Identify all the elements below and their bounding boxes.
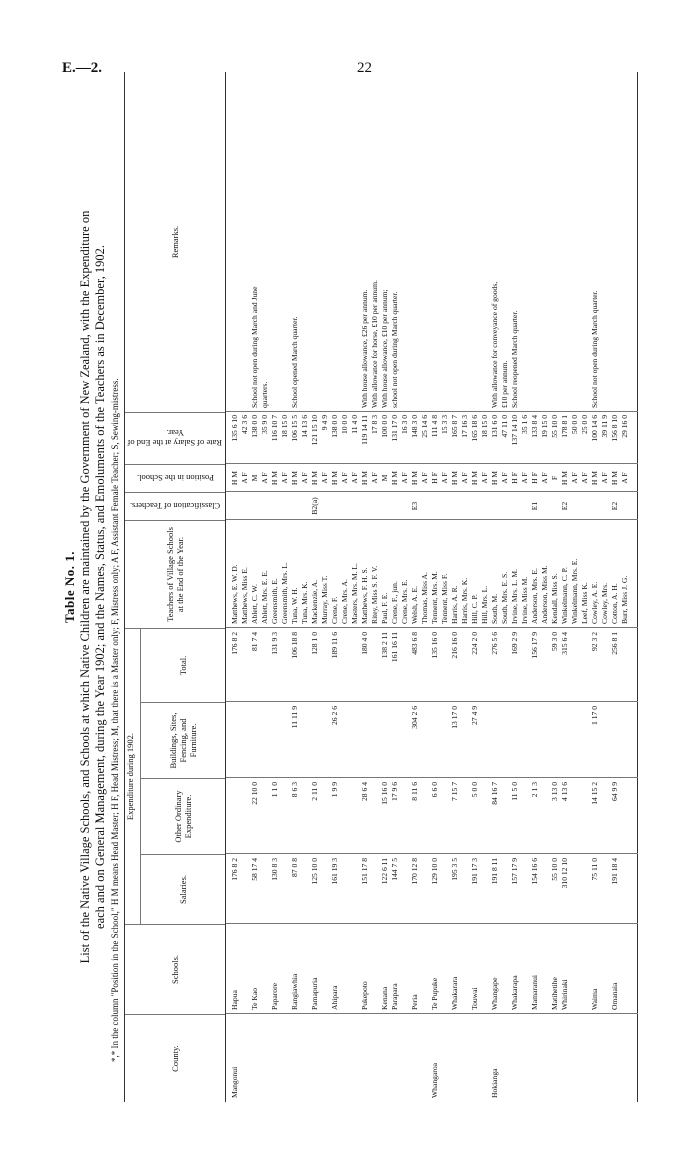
cell-teacher: Winkelmann, C. P.	[560, 567, 569, 624]
table-row	[550, 72, 559, 1102]
cell-pos: H M	[560, 470, 569, 486]
cell-teacher: Anderson, Mrs. E.	[530, 568, 539, 624]
table-row	[310, 72, 319, 1102]
cell-county: Mangonui	[230, 1066, 239, 1098]
cell-other: 17 9 6	[390, 782, 399, 801]
cell-pos: A F	[460, 472, 469, 484]
table-row	[560, 72, 569, 1102]
cell-other: 2 11 0	[310, 782, 319, 801]
cell-other: 22 10 0	[250, 782, 259, 805]
table-row	[320, 72, 329, 1102]
table-caption	[78, 72, 108, 1102]
cell-teacher: Thomas, Miss A.	[420, 572, 429, 624]
cell-teacher: Winkelmann, Mrs. E.	[570, 558, 579, 624]
cell-pos: H M	[330, 470, 339, 486]
cell-school: Te Pupuke	[430, 977, 439, 1010]
header-schools: Schools.	[125, 924, 225, 1014]
cell-rate: 29 16 0	[620, 415, 629, 438]
table-row	[400, 72, 409, 1102]
cell-school: Whakarara	[450, 976, 459, 1010]
cell-salaries: 125 10 0	[310, 858, 319, 885]
table-row	[500, 72, 509, 1102]
cell-teacher: Tuna, W. H.	[290, 587, 299, 624]
cell-teacher: Ablett, C. W.	[250, 584, 259, 624]
cell-rate: 178 8 1	[560, 415, 569, 438]
cell-salaries: 195 3 5	[450, 858, 459, 881]
cell-total: 176 8 2	[230, 632, 239, 655]
cell-rate: 106 15 5	[290, 415, 299, 442]
cell-school: Pukepoto	[360, 981, 369, 1010]
table-title: Table No. 1.	[62, 551, 77, 623]
table-row	[480, 72, 489, 1102]
cell-rate: 16 3 0	[400, 415, 409, 434]
cell-rate: 18 15 0	[280, 415, 289, 438]
cell-teacher: Crene, F., jun.	[390, 581, 399, 624]
table-body	[225, 72, 638, 1102]
table-row	[260, 72, 269, 1102]
cell-county: Whangaroa	[430, 1063, 439, 1098]
cell-total: 256 8 1	[610, 632, 619, 655]
cell-salaries: 154 16 6	[530, 858, 539, 885]
cell-teacher: Cowley, A. E.	[590, 581, 599, 624]
cell-rate: 14 13 6	[300, 415, 309, 438]
cell-pos: H M	[310, 470, 319, 486]
table-row	[240, 72, 249, 1102]
cell-salaries: 122 6 11	[380, 858, 389, 885]
cell-teacher: Burr, Miss J. G.	[620, 575, 629, 624]
cell-class: B2(a)	[310, 497, 319, 515]
cell-teacher: Matthews, E. W. D.	[230, 564, 239, 624]
cell-teacher: Harris, A. R.	[450, 585, 459, 624]
cell-remarks: With house allowance, £10 per annum;	[380, 289, 389, 408]
cell-rate: 116 10 7	[270, 415, 279, 442]
cell-teacher: Crene, Mrs. A.	[340, 579, 349, 624]
cell-total: 135 16 0	[430, 632, 439, 659]
cell-rate: 15 3 3	[440, 415, 449, 434]
cell-rate: 119 14 11	[360, 415, 369, 445]
cell-pos: H F	[530, 472, 539, 484]
cell-school: Whirinaki	[560, 979, 569, 1010]
cell-teacher: Murray, Miss T.	[320, 575, 329, 624]
cell-rate: 10 0 0	[340, 415, 349, 434]
cell-teacher: Hill, C. P.	[470, 594, 479, 624]
cell-salaries: 75 11 0	[590, 858, 599, 881]
cell-other: 3 13 0	[550, 782, 559, 801]
cell-pos: H M	[360, 470, 369, 486]
cell-teacher: Anderson, Miss M.	[540, 565, 549, 624]
cell-pos: A F	[500, 472, 509, 484]
table-row	[580, 72, 589, 1102]
cell-total: 216 16 0	[450, 632, 459, 659]
cell-other: 5 0 0	[470, 782, 479, 798]
cell-rate: 55 10 0	[550, 415, 559, 438]
cell-salaries: 87 0 8	[290, 858, 299, 877]
table-row	[610, 72, 619, 1102]
cell-remarks: With allowance for conveyance of goods,	[490, 281, 499, 408]
cell-teacher: Tuna, Mrs. K.	[300, 581, 309, 624]
cell-class: E1	[530, 501, 539, 511]
header-other-expenditure: Other Ordinary Expenditure.	[141, 778, 225, 854]
cell-teacher: Leef, Miss K.	[580, 582, 589, 624]
cell-teacher: Matthews, F. H. S.	[360, 567, 369, 624]
cell-buildings: 13 17 0	[450, 706, 459, 729]
table-row	[590, 72, 599, 1102]
cell-pos: A F	[440, 472, 449, 484]
cell-total: 276 5 6	[490, 632, 499, 655]
cell-rate: 100 14 6	[590, 415, 599, 442]
cell-school: Mamaranui	[530, 974, 539, 1010]
cell-remarks: £10 per annum.	[500, 360, 509, 408]
cell-school: Matihetihe	[550, 977, 559, 1010]
cell-school: Omanaia	[610, 982, 619, 1010]
table-row	[570, 72, 579, 1102]
cell-buildings: 304 2 6	[410, 706, 419, 729]
table-row	[360, 72, 369, 1102]
cell-rate: 9 4 9	[320, 415, 329, 431]
table-row	[470, 72, 479, 1102]
cell-rate: 25 14 6	[420, 415, 429, 438]
cell-rate: 138 0 0	[330, 415, 339, 438]
cell-pos: M	[250, 474, 259, 482]
header-total: Total.	[141, 628, 225, 702]
cell-rate: 156 8 10	[610, 415, 619, 442]
cell-pos: A F	[280, 472, 289, 484]
cell-remarks: School reopened March quarter.	[510, 310, 519, 408]
cell-pos: A F	[600, 472, 609, 484]
cell-school: Kenana	[380, 986, 389, 1010]
header-position: Position in the School.	[125, 464, 225, 492]
cell-rate: 17 16 3	[460, 415, 469, 438]
cell-school: Whangape	[490, 977, 499, 1010]
data-table	[124, 72, 638, 1102]
cell-remarks: With allowance for horse, £10 per annum.	[370, 280, 379, 408]
cell-rate: 121 15 10	[310, 415, 319, 446]
table-row	[490, 72, 499, 1102]
cell-other: 2 1 3	[530, 782, 539, 798]
cell-teacher: Greensmith, E.	[270, 578, 279, 624]
cell-rate: 25 0 0	[580, 415, 589, 434]
cell-rate: 47 11 0	[500, 415, 509, 438]
cell-other: 1 9 9	[330, 782, 339, 798]
cell-school: Rangiawhia	[290, 973, 299, 1010]
cell-teacher: Crene, Mrs. E.	[400, 579, 409, 624]
cell-teacher: Welsh, A. E.	[410, 586, 419, 624]
cell-pos: H F	[510, 472, 519, 484]
cell-teacher: Cotton, A. H.	[610, 583, 619, 624]
page-code: E.—2.	[62, 60, 103, 76]
table-row	[280, 72, 289, 1102]
cell-salaries: 191 17 3	[470, 858, 479, 885]
cell-pos: A F	[260, 472, 269, 484]
cell-other: 6 6 0	[430, 782, 439, 798]
header-salaries: Salaries.	[141, 854, 225, 924]
cell-pos: H M	[450, 470, 459, 486]
cell-total: 161 16 11	[390, 632, 399, 663]
cell-rate: 133 8 4	[530, 415, 539, 438]
cell-salaries: 170 12 8	[410, 858, 419, 885]
cell-pos: A F	[570, 472, 579, 484]
cell-teacher: Matthews, Miss E.	[240, 567, 249, 624]
cell-pos: H M	[610, 470, 619, 486]
cell-rate: 17 8 3	[370, 415, 379, 434]
cell-school: Pamapuria	[310, 977, 319, 1010]
cell-rate: 11 4 0	[350, 415, 359, 434]
cell-total: 156 17 9	[530, 632, 539, 659]
table-row	[600, 72, 609, 1102]
cell-rate: 19 15 0	[540, 415, 549, 438]
cell-teacher: Kendall, Miss S.	[550, 573, 559, 624]
cell-pos: H F	[430, 472, 439, 484]
cell-total: 92 3 2	[590, 632, 599, 651]
cell-remarks: With house allowance, £26 per annum.	[360, 289, 369, 408]
table-row	[330, 72, 339, 1102]
cell-pos: A F	[480, 472, 489, 484]
cell-school: Peria	[410, 994, 419, 1010]
header-county: County.	[125, 1014, 225, 1102]
cell-school: Whakarapa	[510, 975, 519, 1010]
header-salary-rate: Rate of Salary at the End of Year.	[125, 412, 225, 464]
cell-rate: 35 1 6	[520, 415, 529, 434]
caption-line-2: each and on General Management, during the Year 1902; and the Names, Status, and Emoluments of the Teachers as in December, 1902.	[93, 245, 107, 929]
cell-remarks: School not open during March and June	[250, 286, 259, 408]
cell-pos: H M	[470, 470, 479, 486]
cell-pos: H M	[230, 470, 239, 486]
cell-teacher: Irvine, Miss M.	[520, 576, 529, 624]
cell-total: 189 11 6	[330, 632, 339, 659]
cell-pos: A F	[540, 472, 549, 484]
table-row	[410, 72, 419, 1102]
cell-pos: A F	[400, 472, 409, 484]
table-row	[390, 72, 399, 1102]
cell-teacher: Tennent, Miss F.	[440, 573, 449, 624]
cell-teacher: Ablett, Mrs. E. E.	[260, 570, 269, 624]
cell-pos: A F	[520, 472, 529, 484]
cell-total: 128 1 0	[310, 632, 319, 655]
cell-pos: A F	[620, 472, 629, 484]
cell-pos: A F	[340, 472, 349, 484]
cell-total: 106 18 8	[290, 632, 299, 659]
table-row	[300, 72, 309, 1102]
cell-county: Hokianga	[490, 1068, 499, 1098]
cell-teacher: Hill, Mrs. L.	[480, 585, 489, 624]
cell-other: 11 5 0	[510, 782, 519, 801]
cell-rate: 42 3 6	[240, 415, 249, 434]
cell-school: Waima	[590, 988, 599, 1010]
cell-pos: F	[550, 475, 559, 481]
cell-salaries: 58 17 4	[250, 858, 259, 881]
cell-rate: 148 3 0	[410, 415, 419, 438]
cell-teacher: South, M.	[490, 593, 499, 624]
cell-other: 15 16 0	[380, 782, 389, 805]
table-row	[510, 72, 519, 1102]
cell-teacher: Mackenzie, A.	[310, 579, 319, 624]
header-teachers: Teachers of Village Schools at the End of the Year.	[125, 520, 225, 628]
cell-pos: H M	[290, 470, 299, 486]
cell-pos: H M	[270, 470, 279, 486]
table-row	[520, 72, 529, 1102]
cell-pos: H M	[390, 470, 399, 486]
cell-total: 81 7 4	[250, 632, 259, 651]
cell-rate: 50 0 0	[570, 415, 579, 434]
cell-other: 1 1 0	[270, 782, 279, 798]
cell-teacher: Ritey, Miss S. F. V.	[370, 565, 379, 624]
cell-salaries: 191 8 11	[490, 858, 499, 885]
cell-buildings: 26 2 6	[330, 706, 339, 725]
cell-salaries: 129 10 0	[430, 858, 439, 885]
cell-pos: A F	[300, 472, 309, 484]
table-row	[450, 72, 459, 1102]
cell-salaries: 144 7 5	[390, 858, 399, 881]
cell-salaries: 161 19 3	[330, 858, 339, 885]
cell-pos: A F	[240, 472, 249, 484]
cell-buildings: 1 17 0	[590, 706, 599, 725]
cell-teacher: Greensmith, Mrs. L.	[280, 562, 289, 624]
table-row	[530, 72, 539, 1102]
cell-teacher: Harris, Mrs. K.	[460, 577, 469, 624]
cell-school: Paparore	[270, 983, 279, 1010]
cell-pos: A F	[320, 472, 329, 484]
cell-other: 8 6 3	[290, 782, 299, 798]
cell-rate: 100 0 0	[380, 415, 389, 438]
cell-total: 169 2 9	[510, 632, 519, 655]
table-row	[270, 72, 279, 1102]
cell-total: 224 2 0	[470, 632, 479, 655]
header-buildings: Buildings, Sites, Fencing, and Furniture.	[141, 702, 225, 778]
table-row	[370, 72, 379, 1102]
cell-teacher: Cowley, Mrs.	[600, 582, 609, 624]
cell-pos: H M	[490, 470, 499, 486]
table-row	[350, 72, 359, 1102]
cell-school: Touwai	[470, 987, 479, 1010]
cell-total: 131 9 3	[270, 632, 279, 655]
cell-school: Ahipara	[330, 985, 339, 1010]
cell-total: 315 6 4	[560, 632, 569, 655]
cell-other: 7 15 7	[450, 782, 459, 801]
cell-school: Parapara	[390, 983, 399, 1010]
cell-remarks: School opened March quarter.	[290, 316, 299, 408]
cell-rate: 135 6 10	[230, 415, 239, 442]
cell-teacher: Crene, F.	[330, 596, 339, 624]
cell-total: 138 2 11	[380, 632, 389, 659]
cell-other: 84 16 7	[490, 782, 499, 805]
cell-pos: A F	[420, 472, 429, 484]
cell-rate: 165 18 6	[470, 415, 479, 442]
table-row	[250, 72, 259, 1102]
cell-salaries: 55 10 0	[550, 858, 559, 881]
cell-pos: H M	[590, 470, 599, 486]
cell-total: 59 3 0	[550, 632, 559, 651]
cell-remarks: quarters.	[260, 381, 269, 408]
cell-rate: 137 14 10	[510, 415, 519, 446]
cell-other: 14 15 2	[590, 782, 599, 805]
header-remarks: Remarks.	[170, 225, 180, 259]
cell-pos: M	[380, 474, 389, 482]
table-row	[460, 72, 469, 1102]
cell-class: E2	[610, 501, 619, 511]
cell-teacher: Irvine, Mrs. L. M.	[510, 568, 519, 624]
cell-remarks: school not open during March quarter.	[390, 291, 399, 408]
table-row	[430, 72, 439, 1102]
cell-rate: 35 9 0	[260, 415, 269, 434]
cell-teacher: South, Mrs. E. S.	[500, 571, 509, 624]
cell-other: 64 9 9	[610, 782, 619, 801]
cell-rate: 18 15 0	[480, 415, 489, 438]
table-row	[380, 72, 389, 1102]
table-row	[420, 72, 429, 1102]
cell-buildings: 27 4 9	[470, 706, 479, 725]
cell-total: 483 6 8	[410, 632, 419, 655]
cell-other: 28 6 4	[360, 782, 369, 801]
cell-school: Hapua	[230, 990, 239, 1010]
cell-teacher: Masters, Mrs. M. L.	[350, 563, 359, 624]
table-row	[290, 72, 299, 1102]
cell-pos: A F	[370, 472, 379, 484]
cell-other: 4 13 6	[560, 782, 569, 801]
cell-rate: 165 8 7	[450, 415, 459, 438]
cell-pos: H M	[410, 470, 419, 486]
cell-remarks: School not open during March quarter.	[590, 290, 599, 408]
page-number: 22	[357, 60, 372, 76]
cell-salaries: 157 17 9	[510, 858, 519, 885]
table-row	[620, 72, 629, 1102]
cell-class: E2	[560, 501, 569, 511]
cell-salaries: 310 12 10	[560, 858, 569, 889]
cell-salaries: 191 18 4	[610, 858, 619, 885]
cell-rate: 138 0 0	[250, 415, 259, 438]
cell-pos: A F	[580, 472, 589, 484]
cell-class: E3	[410, 501, 419, 511]
table-row	[440, 72, 449, 1102]
cell-teacher: Tennent, Mrs. M.	[430, 571, 439, 624]
cell-salaries: 151 17 8	[360, 858, 369, 885]
cell-teacher: Paul, F. E.	[380, 592, 389, 624]
cell-school: Te Kao	[250, 987, 259, 1010]
cell-salaries: 130 8 3	[270, 858, 279, 881]
cell-other: 8 11 6	[410, 782, 419, 801]
table-row	[540, 72, 549, 1102]
table-row	[340, 72, 349, 1102]
header-classification: Classification of Teachers.	[125, 492, 225, 520]
header-expenditure: Expenditure during 1902.	[125, 628, 141, 924]
cell-rate: 131 17 0	[390, 415, 399, 442]
rotated-table-block	[62, 72, 662, 1102]
table-footnote: *,* In the column "Position in the School," H M means Head Master; H F, Head Mistress; M, that there is a Master only; F, Mistress only; A F, Assistant Female Teacher; S, Sewing-mistress.	[110, 378, 120, 1062]
cell-buildings: 11 11 9	[290, 706, 299, 729]
table-row	[230, 72, 239, 1102]
caption-line-1: List of the Native Village Schools, and Schools at which Native Children are maintained by the Government of New Zealand, with the Expenditure on	[78, 210, 92, 964]
cell-pos: A F	[350, 472, 359, 484]
cell-rate: 131 6 0	[490, 415, 499, 438]
cell-rate: 111 4 8	[430, 415, 439, 438]
cell-salaries: 176 8 2	[230, 858, 239, 881]
cell-rate: 39 11 9	[600, 415, 609, 438]
cell-total: 180 4 0	[360, 632, 369, 655]
